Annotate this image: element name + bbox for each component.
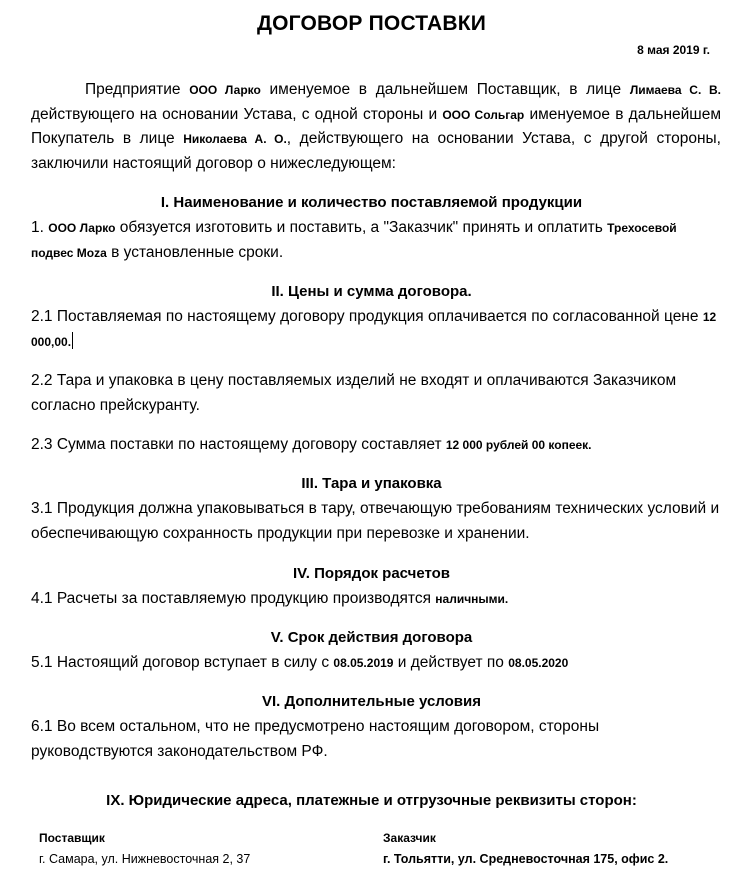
section-3-heading: III. Тара и упаковка [301, 475, 442, 492]
supplier-name: ООО Ларко [189, 83, 261, 97]
supplier-label: Поставщик [39, 831, 105, 845]
supplier-requisites [39, 828, 250, 870]
buyer-name: ООО Сольгар [442, 107, 525, 122]
clause-2-2: 2.2 Тара и упаковка в цену поставляемых изделий не входят и оплачиваются Заказчиком согласно прейскуранту. [31, 372, 677, 414]
section-2-heading: II. Цены и сумма договора. [271, 283, 472, 300]
clause-2-3: 2.3 Сумма поставки по настоящему договору составляет 12 000 рублей 00 копеек. [31, 436, 592, 453]
section-5-heading: V. Срок действия договора [270, 629, 473, 646]
clause-2-1: 2.1 Поставляемая по настоящему договору продукция оплачивается по согласованной цене 12 000,00. [31, 308, 717, 349]
product-name: Трехосевой подвес Moza [31, 221, 677, 260]
section-6-heading: VI. Дополнительные условия [261, 693, 482, 710]
section-9-heading: IX. Юридические адреса, платежные и отгрузочные реквизиты сторон: [106, 792, 637, 809]
buyer-requisites [383, 828, 668, 870]
intro-paragraph: Предприятие ООО Ларко именуемое в дальнейшем Поставщик, в лице Лимаева С. В. действующего на основании Устава, с одной стороны и ООО Сольгар именуемое в дальнейшем Покупатель в лице Николаева А. О., действующего на основании Устава, с другой стороны, заключили настоящий договор о нижеследующем: [31, 81, 722, 172]
buyer-representative: Николаева А. О. [183, 132, 287, 146]
contract-sum: 12 000 рублей 00 копеек. [445, 438, 592, 452]
start-date: 08.05.2019 [333, 656, 394, 670]
clause-6-1: 6.1 Во всем остальном, что не предусмотрено настоящим договором, стороны руководствуются законодательством РФ. [31, 718, 600, 760]
clause-4-1: 4.1 Расчеты за поставляемую продукцию производятся наличными. [31, 590, 509, 607]
section-4-heading: IV. Порядок расчетов [293, 565, 450, 582]
payment-method: наличными. [435, 592, 509, 606]
buyer-address: г. Тольятти, ул. Средневосточная 175, офис 2. [383, 852, 669, 866]
document-date: 8 мая 2019 г. [637, 43, 710, 57]
clause-5-1: 5.1 Настоящий договор вступает в силу с 08.05.2019 и действует по 08.05.2020 [31, 654, 569, 671]
text-cursor [72, 332, 73, 349]
section-1-paragraph: 1. ООО Ларко обязуется изготовить и поставить, а "Заказчик" принять и оплатить Трехосевой подвес Moza в установленные сроки. [31, 219, 677, 261]
buyer-label: Заказчик [383, 831, 436, 845]
document-title: ДОГОВОР ПОСТАВКИ [256, 12, 487, 35]
price-value: 12 000,00. [31, 310, 717, 349]
supplier-representative: Лимаева С. В. [629, 83, 721, 97]
supplier-name: ООО Ларко [48, 221, 116, 235]
end-date: 08.05.2020 [508, 656, 569, 670]
clause-3-1: 3.1 Продукция должна упаковываться в тару, отвечающую требованиям технических условий и обеспечивающую сохранность продукции при перевозке и хранении. [31, 500, 720, 542]
supplier-address: г. Самара, ул. Нижневосточная 2, 37 [39, 852, 251, 866]
section-1-heading: I. Наименование и количество поставляемой продукции [160, 194, 583, 211]
